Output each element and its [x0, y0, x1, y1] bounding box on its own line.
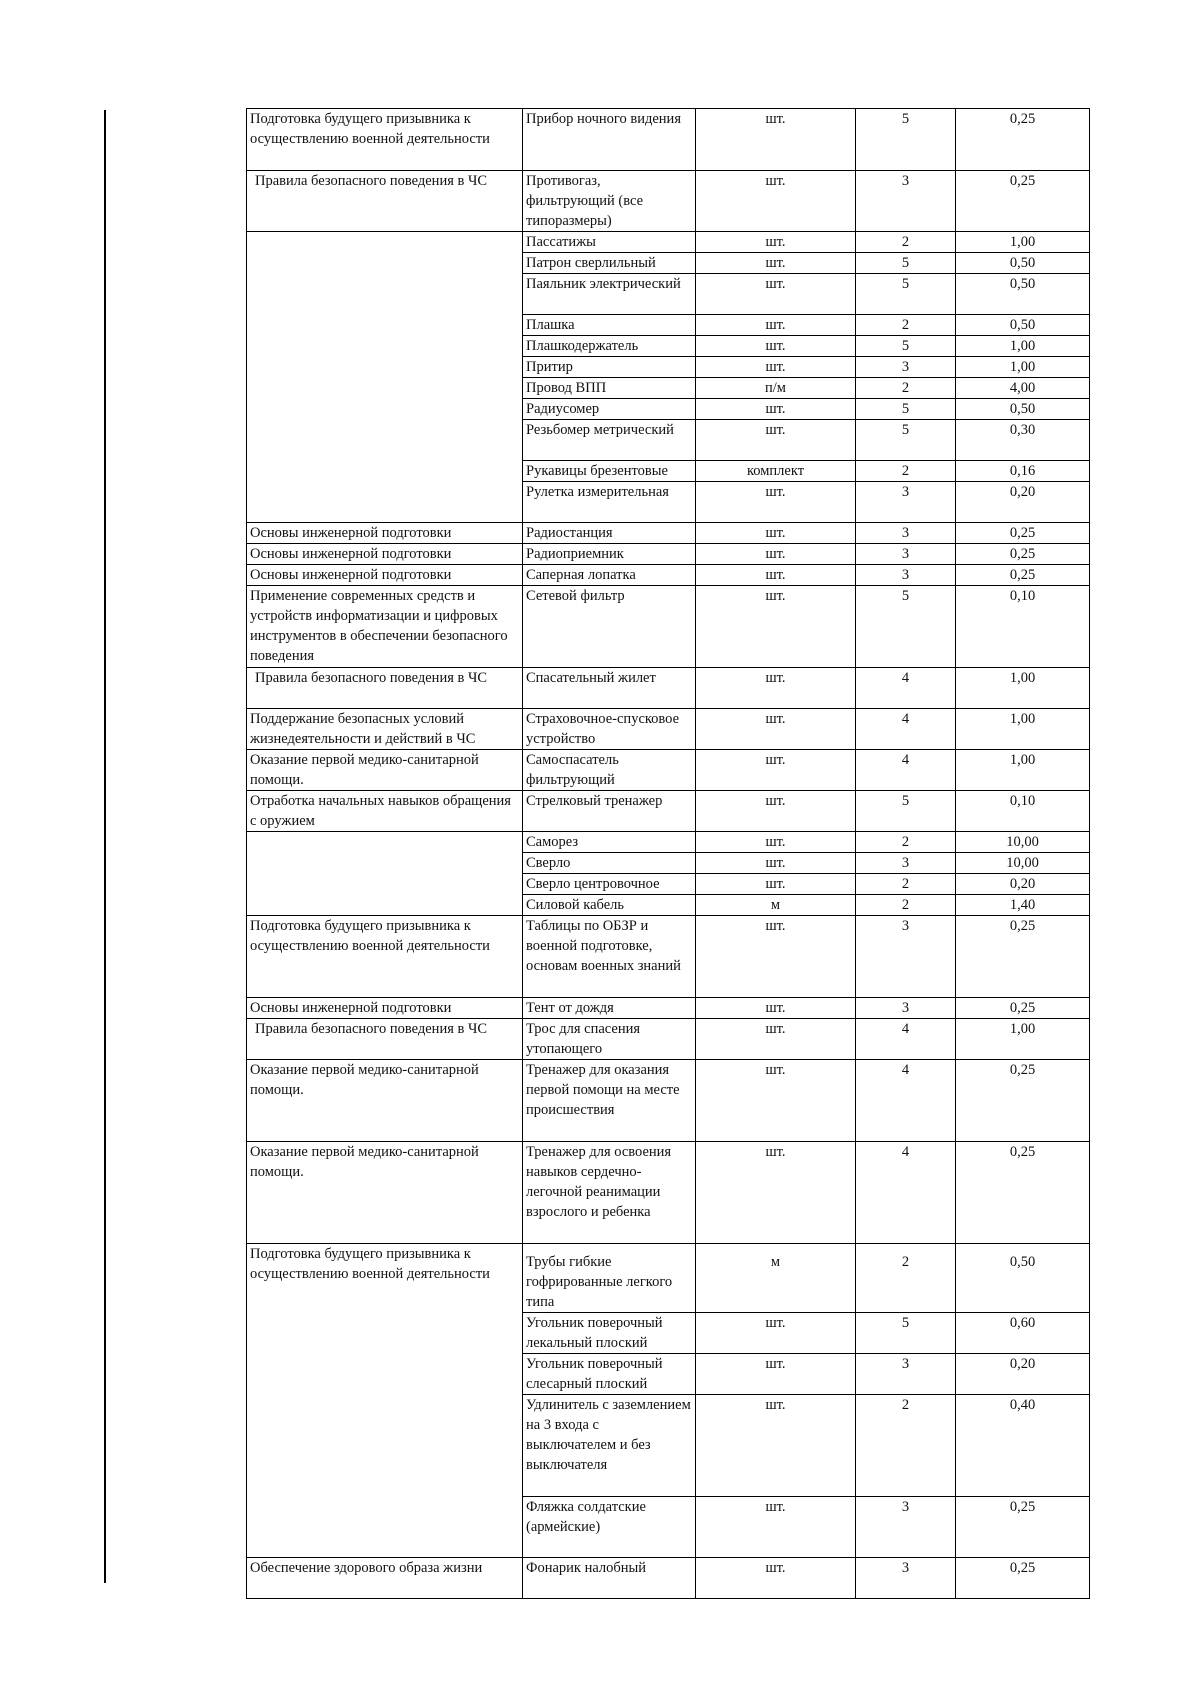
- norm-cell: 0,40: [956, 1395, 1090, 1497]
- qty-cell: 3: [856, 1497, 956, 1558]
- item-cell: Паяльник электрический: [523, 274, 696, 315]
- unit-cell: шт.: [696, 750, 856, 791]
- unit-cell: шт.: [696, 1313, 856, 1354]
- qty-cell: 2: [856, 461, 956, 482]
- table-row: [247, 232, 1090, 253]
- qty-cell: 3: [856, 171, 956, 232]
- unit-cell: шт.: [696, 1558, 856, 1599]
- qty-cell: 5: [856, 274, 956, 315]
- table-row: [247, 586, 1090, 668]
- norm-cell: 10,00: [956, 832, 1090, 853]
- qty-cell: 3: [856, 853, 956, 874]
- unit-cell: шт.: [696, 668, 856, 709]
- section-cell: Оказание первой медико-санитарной помощи.: [247, 1142, 523, 1244]
- qty-cell: 2: [856, 378, 956, 399]
- table-row: [247, 998, 1090, 1019]
- qty-cell: 5: [856, 253, 956, 274]
- unit-cell: шт.: [696, 171, 856, 232]
- item-cell: Самоспасатель фильтрующий: [523, 750, 696, 791]
- qty-cell: 2: [856, 232, 956, 253]
- qty-cell: 4: [856, 668, 956, 709]
- norm-cell: 0,25: [956, 109, 1090, 171]
- norm-cell: 1,00: [956, 668, 1090, 709]
- unit-cell: шт.: [696, 420, 856, 461]
- qty-cell: 3: [856, 565, 956, 586]
- item-cell: Саморез: [523, 832, 696, 853]
- norm-cell: 1,40: [956, 895, 1090, 916]
- unit-cell: шт.: [696, 709, 856, 750]
- section-cell: Основы инженерной подготовки: [247, 544, 523, 565]
- unit-cell: шт.: [696, 1354, 856, 1395]
- table-row: [247, 709, 1090, 750]
- unit-cell: шт.: [696, 232, 856, 253]
- norm-cell: 4,00: [956, 378, 1090, 399]
- item-cell: Радиоприемник: [523, 544, 696, 565]
- item-cell: Противогаз, фильтрующий (все типоразмеры): [523, 171, 696, 232]
- unit-cell: комплект: [696, 461, 856, 482]
- section-cell: Подготовка будущего призывника к осуществлению военной деятельности: [247, 916, 523, 998]
- section-cell: Правила безопасного поведения в ЧС: [247, 668, 523, 709]
- item-cell: Пассатижы: [523, 232, 696, 253]
- table-row: [247, 523, 1090, 544]
- norm-cell: 0,50: [956, 1244, 1090, 1313]
- unit-cell: шт.: [696, 832, 856, 853]
- item-cell: Удлинитель с заземлением на 3 входа с выключателем и без выключателя: [523, 1395, 696, 1497]
- table-row: [247, 832, 1090, 853]
- table-row: [247, 109, 1090, 171]
- qty-cell: 4: [856, 1060, 956, 1142]
- unit-cell: шт.: [696, 998, 856, 1019]
- section-cell: Обеспечение здорового образа жизни: [247, 1558, 523, 1599]
- norm-cell: 0,50: [956, 399, 1090, 420]
- norm-cell: 1,00: [956, 336, 1090, 357]
- unit-cell: шт.: [696, 482, 856, 523]
- norm-cell: 0,25: [956, 1142, 1090, 1244]
- norm-cell: 0,25: [956, 1558, 1090, 1599]
- unit-cell: шт.: [696, 1019, 856, 1060]
- norm-cell: 0,60: [956, 1313, 1090, 1354]
- unit-cell: шт.: [696, 1060, 856, 1142]
- item-cell: Трубы гибкие гофрированные легкого типа: [523, 1244, 696, 1313]
- qty-cell: 2: [856, 874, 956, 895]
- norm-cell: 0,10: [956, 791, 1090, 832]
- norm-cell: 0,20: [956, 874, 1090, 895]
- qty-cell: 4: [856, 709, 956, 750]
- item-cell: Радиостанция: [523, 523, 696, 544]
- qty-cell: 5: [856, 109, 956, 171]
- norm-cell: 10,00: [956, 853, 1090, 874]
- unit-cell: шт.: [696, 274, 856, 315]
- norm-cell: 0,50: [956, 253, 1090, 274]
- item-cell: Прибор ночного видения: [523, 109, 696, 171]
- qty-cell: 2: [856, 832, 956, 853]
- table-row: [247, 750, 1090, 791]
- item-cell: Страховочное-спусковое устройство: [523, 709, 696, 750]
- qty-cell: 5: [856, 336, 956, 357]
- item-cell: Силовой кабель: [523, 895, 696, 916]
- qty-cell: 3: [856, 544, 956, 565]
- item-cell: Угольник поверочный лекальный плоский: [523, 1313, 696, 1354]
- table-row: [247, 668, 1090, 709]
- table-row: [247, 544, 1090, 565]
- qty-cell: 3: [856, 357, 956, 378]
- norm-cell: 1,00: [956, 750, 1090, 791]
- item-cell: Притир: [523, 357, 696, 378]
- item-cell: Фляжка солдатские (армейские): [523, 1497, 696, 1558]
- unit-cell: шт.: [696, 399, 856, 420]
- norm-cell: 0,25: [956, 565, 1090, 586]
- unit-cell: шт.: [696, 315, 856, 336]
- unit-cell: п/м: [696, 378, 856, 399]
- table-row: [247, 1019, 1090, 1060]
- qty-cell: 3: [856, 998, 956, 1019]
- section-cell: Правила безопасного поведения в ЧС: [247, 1019, 523, 1060]
- qty-cell: 4: [856, 1142, 956, 1244]
- qty-cell: 5: [856, 420, 956, 461]
- unit-cell: м: [696, 1244, 856, 1313]
- unit-cell: шт.: [696, 586, 856, 668]
- item-cell: Рулетка измерительная: [523, 482, 696, 523]
- item-cell: Угольник поверочный слесарный плоский: [523, 1354, 696, 1395]
- unit-cell: шт.: [696, 791, 856, 832]
- unit-cell: шт.: [696, 1497, 856, 1558]
- unit-cell: шт.: [696, 357, 856, 378]
- section-cell: Применение современных средств и устройств информатизации и цифровых инструментов в обеспечении безопасного поведения: [247, 586, 523, 668]
- item-cell: Радиусомер: [523, 399, 696, 420]
- norm-cell: 0,25: [956, 916, 1090, 998]
- qty-cell: 2: [856, 1395, 956, 1497]
- item-cell: Резьбомер метрический: [523, 420, 696, 461]
- norm-cell: 0,50: [956, 315, 1090, 336]
- item-cell: Плашкодержатель: [523, 336, 696, 357]
- section-cell: Отработка начальных навыков обращения с оружием: [247, 791, 523, 832]
- unit-cell: шт.: [696, 565, 856, 586]
- page-margin-line: [104, 110, 106, 1583]
- section-cell: Подготовка будущего призывника к осуществлению военной деятельности: [247, 1244, 523, 1558]
- unit-cell: шт.: [696, 253, 856, 274]
- norm-cell: 0,50: [956, 274, 1090, 315]
- unit-cell: шт.: [696, 916, 856, 998]
- norm-cell: 0,20: [956, 482, 1090, 523]
- table-row: [247, 1142, 1090, 1244]
- norm-cell: 0,25: [956, 523, 1090, 544]
- qty-cell: 3: [856, 1558, 956, 1599]
- table-row: [247, 1558, 1090, 1599]
- qty-cell: 3: [856, 916, 956, 998]
- norm-cell: 1,00: [956, 709, 1090, 750]
- qty-cell: 5: [856, 1313, 956, 1354]
- unit-cell: шт.: [696, 523, 856, 544]
- norm-cell: 0,10: [956, 586, 1090, 668]
- norm-cell: 0,25: [956, 544, 1090, 565]
- section-cell: Оказание первой медико-санитарной помощи.: [247, 750, 523, 791]
- norm-cell: 1,00: [956, 357, 1090, 378]
- item-cell: Фонарик налобный: [523, 1558, 696, 1599]
- unit-cell: шт.: [696, 1142, 856, 1244]
- item-cell: Сетевой фильтр: [523, 586, 696, 668]
- section-cell: Основы инженерной подготовки: [247, 565, 523, 586]
- section-cell: Поддержание безопасных условий жизнедеятельности и действий в ЧС: [247, 709, 523, 750]
- section-cell: Основы инженерной подготовки: [247, 998, 523, 1019]
- section-cell: Правила безопасного поведения в ЧС: [247, 171, 523, 232]
- item-cell: Спасательный жилет: [523, 668, 696, 709]
- table-row: [247, 1244, 1090, 1313]
- qty-cell: 2: [856, 1244, 956, 1313]
- item-cell: Сверло: [523, 853, 696, 874]
- section-cell: Подготовка будущего призывника к осуществлению военной деятельности: [247, 109, 523, 171]
- item-cell: Патрон сверлильный: [523, 253, 696, 274]
- item-cell: Тент от дождя: [523, 998, 696, 1019]
- section-cell: [247, 232, 523, 523]
- section-cell: Основы инженерной подготовки: [247, 523, 523, 544]
- item-cell: Сверло центровочное: [523, 874, 696, 895]
- unit-cell: шт.: [696, 1395, 856, 1497]
- item-cell: Стрелковый тренажер: [523, 791, 696, 832]
- item-cell: Трос для спасения утопающего: [523, 1019, 696, 1060]
- table-row: [247, 171, 1090, 232]
- qty-cell: 2: [856, 895, 956, 916]
- item-cell: Рукавицы брезентовые: [523, 461, 696, 482]
- equipment-table: [246, 108, 1090, 1599]
- unit-cell: м: [696, 895, 856, 916]
- unit-cell: шт.: [696, 544, 856, 565]
- item-cell: Плашка: [523, 315, 696, 336]
- norm-cell: 0,25: [956, 171, 1090, 232]
- item-cell: Таблицы по ОБЗР и военной подготовке, основам военных знаний: [523, 916, 696, 998]
- qty-cell: 2: [856, 315, 956, 336]
- table-row: [247, 791, 1090, 832]
- norm-cell: 0,20: [956, 1354, 1090, 1395]
- norm-cell: 1,00: [956, 232, 1090, 253]
- qty-cell: 5: [856, 399, 956, 420]
- unit-cell: шт.: [696, 874, 856, 895]
- unit-cell: шт.: [696, 109, 856, 171]
- item-cell: Тренажер для оказания первой помощи на месте происшествия: [523, 1060, 696, 1142]
- norm-cell: 0,30: [956, 420, 1090, 461]
- qty-cell: 4: [856, 1019, 956, 1060]
- norm-cell: 0,16: [956, 461, 1090, 482]
- table-row: [247, 916, 1090, 998]
- table-row: [247, 1060, 1090, 1142]
- norm-cell: 0,25: [956, 1060, 1090, 1142]
- norm-cell: 0,25: [956, 1497, 1090, 1558]
- item-cell: Саперная лопатка: [523, 565, 696, 586]
- item-cell: Провод ВПП: [523, 378, 696, 399]
- table-row: [247, 565, 1090, 586]
- unit-cell: шт.: [696, 853, 856, 874]
- qty-cell: 5: [856, 586, 956, 668]
- qty-cell: 4: [856, 750, 956, 791]
- norm-cell: 0,25: [956, 998, 1090, 1019]
- qty-cell: 3: [856, 482, 956, 523]
- section-cell: Оказание первой медико-санитарной помощи.: [247, 1060, 523, 1142]
- norm-cell: 1,00: [956, 1019, 1090, 1060]
- section-cell: [247, 832, 523, 916]
- qty-cell: 3: [856, 523, 956, 544]
- qty-cell: 5: [856, 791, 956, 832]
- unit-cell: шт.: [696, 336, 856, 357]
- item-cell: Тренажер для освоения навыков сердечно-легочной реанимации взрослого и ребенка: [523, 1142, 696, 1244]
- qty-cell: 3: [856, 1354, 956, 1395]
